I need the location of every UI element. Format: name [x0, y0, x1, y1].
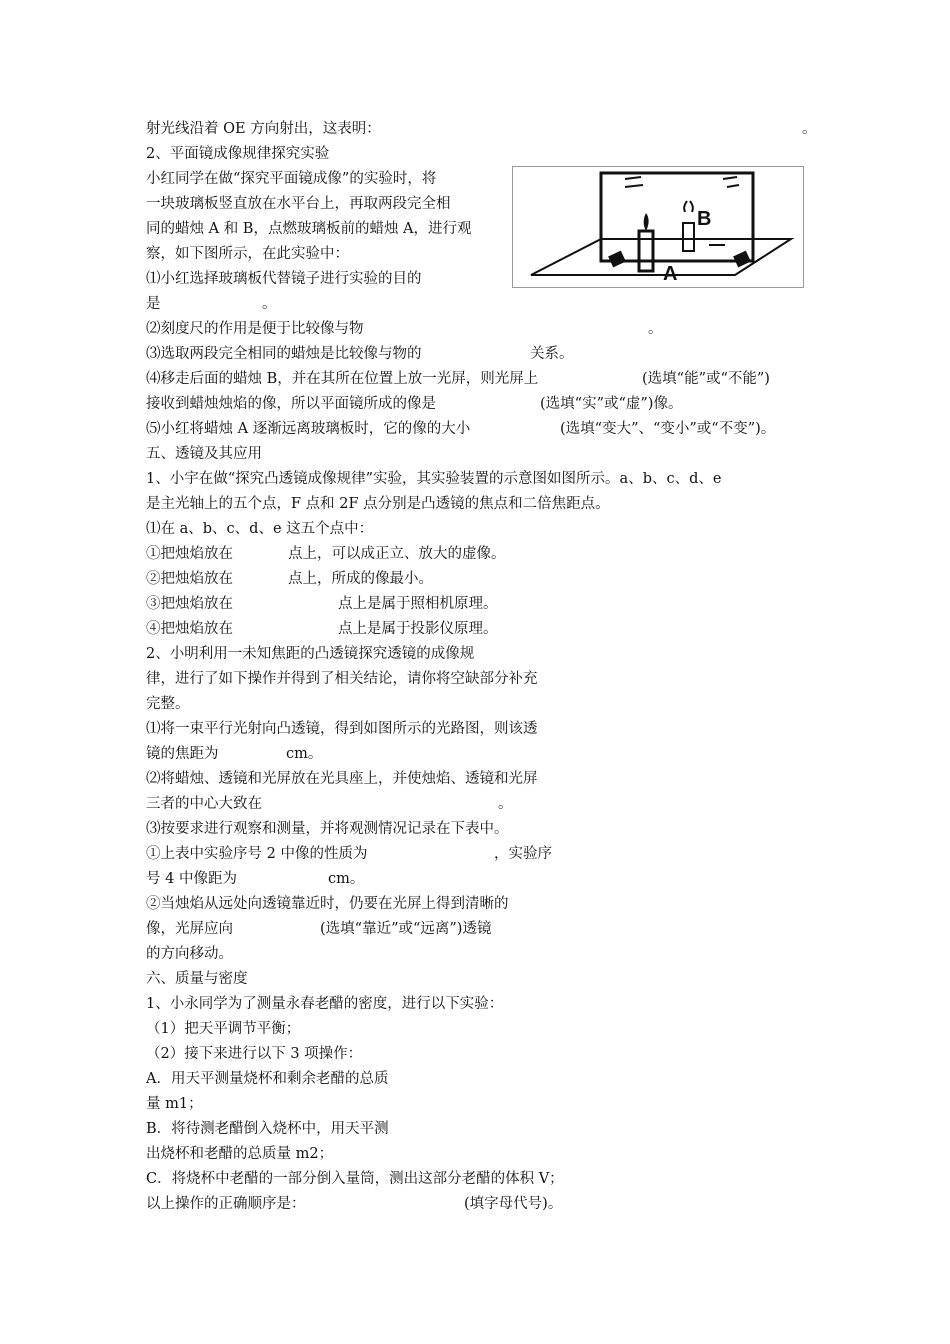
mirror-experiment-figure: [512, 166, 804, 288]
text-line-end: (选填“变大”、“变小”或“不变”)。: [560, 421, 776, 437]
question-line: ①上表中实验序号 2 中像的性质为: [146, 846, 368, 862]
text-line-end: cm。: [328, 871, 365, 887]
text-line-end: 点上是属于照相机原理。: [338, 596, 498, 612]
text-line: 号 4 中像距为: [146, 871, 237, 887]
text-line: 接收到蜡烛烛焰的像，所以平面镜所成的像是: [146, 396, 436, 412]
text-line-end: (选填“靠近”或“远离”)透镜: [320, 921, 492, 937]
text-line: 一块玻璃板竖直放在水平台上，再取两段完全相: [146, 196, 451, 212]
text-line: 的方向移动。: [146, 946, 233, 962]
question-line: ④把烛焰放在: [146, 621, 233, 637]
section-heading: 2、平面镜成像规律探究实验: [146, 146, 330, 162]
question-line: ⑶选取两段完全相同的蜡烛是比较像与物的: [146, 346, 422, 362]
text-line: 2、小明利用一未知焦距的凸透镜探究透镜的成像规: [146, 646, 475, 662]
text-line-end: 。: [648, 321, 663, 337]
text-line-end: 。: [262, 296, 277, 312]
text-line: 1、小永同学为了测量永春老醋的密度，进行以下实验：: [146, 996, 504, 1012]
question-line: ①把烛焰放在: [146, 546, 233, 562]
text-line-end: 点上，所成的像最小。: [288, 571, 433, 587]
question-line: ⑴在 a、b、c、d、e 这五个点中：: [146, 521, 374, 537]
question-line: ⑵将蜡烛、透镜和光屏放在光具座上，并使烛焰、透镜和光屏: [146, 771, 538, 787]
text-line: 量 m1；: [146, 1096, 203, 1112]
question-line: ⑷移走后面的蜡烛 B，并在其所在位置上放一光屏，则光屏上: [146, 371, 539, 387]
section-heading: 五、透镜及其应用: [146, 446, 262, 462]
candle-b: [683, 223, 694, 251]
holder-left: [608, 251, 626, 268]
text-line: 三者的中心大致在: [146, 796, 262, 812]
text-line: 完整。: [146, 696, 190, 712]
text-line: 察，如下图所示，在此实验中：: [146, 246, 349, 262]
candle-a: [639, 231, 653, 271]
label-a: A: [663, 263, 678, 285]
glass-reflection-marks: [625, 177, 739, 187]
question-line: ②当烛焰从远处向透镜靠近时，仍要在光屏上得到清晰的: [146, 896, 509, 912]
question-line: ②把烛焰放在: [146, 571, 233, 587]
text-line: 镜的焦距为: [146, 746, 219, 762]
text-line: 律，进行了如下操作并得到了相关结论，请你将空缺部分补充: [146, 671, 538, 687]
text-line: 同的蜡烛 A 和 B，点燃玻璃板前的蜡烛 A，进行观: [146, 221, 472, 237]
option-line: B．将待测老醋倒入烧杯中，用天平测: [146, 1121, 389, 1137]
text-line-end: 。: [498, 796, 513, 812]
text-line: 是: [146, 296, 161, 312]
text-line-end: (选填“实”或“虚”)像。: [540, 396, 683, 412]
question-line: （2）接下来进行以下 3 项操作：: [146, 1046, 363, 1062]
text-line-end: 。: [802, 121, 817, 137]
label-b: B: [697, 208, 712, 230]
text-line: 小红同学在做“探究平面镜成像”的实验时，将: [146, 171, 437, 187]
text-line-end: 关系。: [530, 346, 574, 362]
text-line: 1、小宇在做“探究凸透镜成像规律”实验，其实验装置的示意图如图所示。a、b、c、d、e: [146, 471, 722, 487]
text-line: 是主光轴上的五个点，F 点和 2F 点分别是凸透镜的焦点和二倍焦距点。: [146, 496, 610, 512]
question-line: ⑸小红将蜡烛 A 逐渐远离玻璃板时，它的像的大小: [146, 421, 471, 437]
text-line-end: cm。: [286, 746, 323, 762]
text-line-end: ，实验序: [494, 846, 552, 862]
option-line: A．用天平测量烧杯和剩余老醋的总质: [146, 1071, 389, 1087]
flame-b-image: [684, 201, 693, 212]
question-line: ⑶按要求进行观察和测量，并将观测情况记录在下表中。: [146, 821, 509, 837]
text-line-end: (选填“能”或“不能”): [642, 371, 770, 387]
holder-right: [733, 251, 751, 268]
text-line: 出烧杯和老醋的总质量 m2；: [146, 1146, 334, 1162]
flame-a: [644, 213, 649, 231]
question-line: 以上操作的正确顺序是：: [146, 1196, 306, 1212]
text-line-end: 点上，可以成正立、放大的虚像。: [288, 546, 506, 562]
text-line-end: (填字母代号)。: [464, 1196, 563, 1212]
text-line: 像，光屏应向: [146, 921, 233, 937]
option-line: C．将烧杯中老醋的一部分倒入量筒，测出这部分老醋的体积 V；: [146, 1171, 564, 1187]
question-line: ⑴将一束平行光射向凸透镜，得到如图所示的光路图，则该透: [146, 721, 538, 737]
question-line: ⑴小红选择玻璃板代替镜子进行实验的目的: [146, 271, 422, 287]
question-line: ③把烛焰放在: [146, 596, 233, 612]
figure-drawing: [513, 167, 803, 287]
question-line: （1）把天平调节平衡；: [146, 1021, 301, 1037]
question-line: ⑵刻度尺的作用是便于比较像与物: [146, 321, 364, 337]
section-heading: 六、质量与密度: [146, 971, 248, 987]
text-line: 射光线沿着 OE 方向射出，这表明：: [146, 121, 381, 137]
text-line-end: 点上是属于投影仪原理。: [338, 621, 498, 637]
